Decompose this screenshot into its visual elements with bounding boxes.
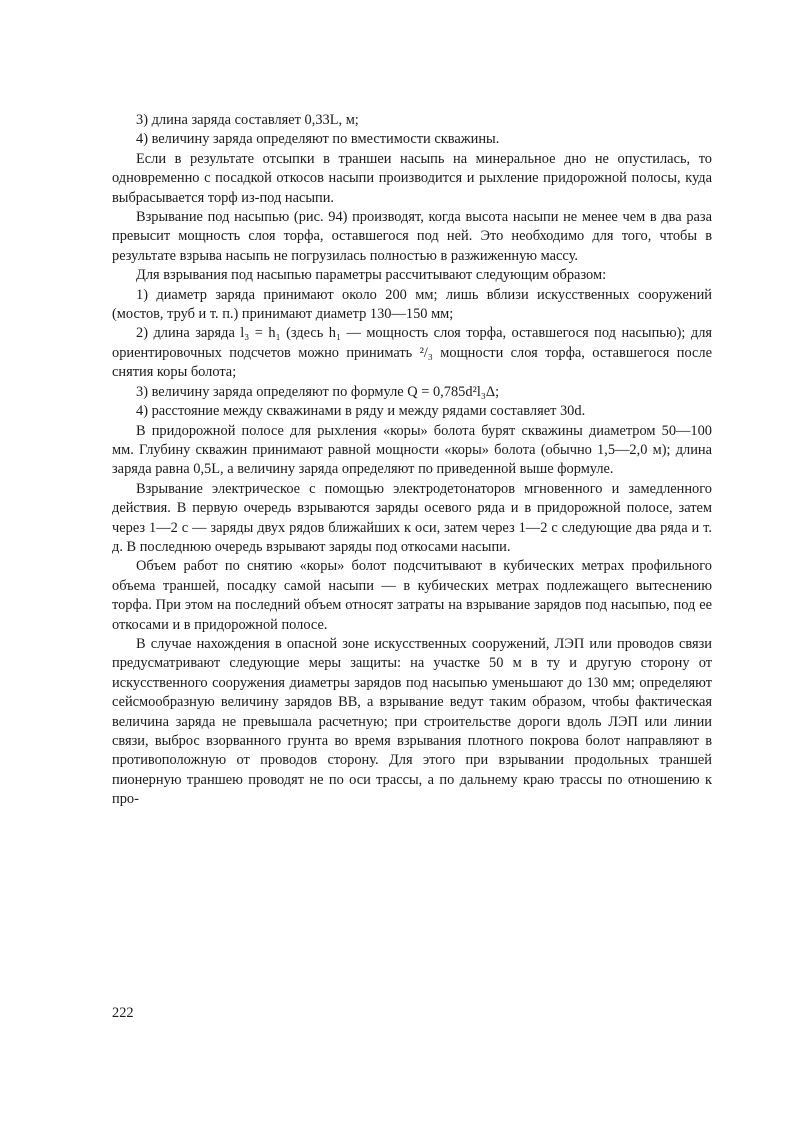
paragraph-protection-measures: В случае нахождения в опасной зоне искусственных сооружений, ЛЭП или проводов связи предусматривают следующие меры защиты: на участке 50 м в ту и другую сторону от искусственного сооружения диаметры зарядов под насыпью уменьшают до 130 мм; определяют сейсмообразную величину зарядов ВВ, а взрывание ведут таким образом, чтобы фактическая величина заряда не превышала расчетную; при строительстве дороги вдоль ЛЭП или линии связи, выброс взорванного грунта во время взрывания плотного покрова болот направляют в противоположную от проводов сторону. Для этого при взрывании продольных траншей пионерную траншею проводят не по оси трассы, а по дальнему краю трассы по отношению к про- [112, 635, 712, 808]
paragraph-list-item-3-charge-length: 3) длина заряда составляет 0,33L, м; [136, 112, 359, 128]
paragraph-trench-backfill: Если в результате отсыпки в траншеи насыпь на минеральное дно не опустилась, то одновременно с посадкой откосов насыпи производится и рыхление придорожной полосы, куда выбрасывается торф из-под насыпи. [112, 150, 712, 206]
paragraph-blasting-under-embankment: Взрывание под насыпью (рис. 94) производят, когда высота насыпи не менее чем в два раза превысит мощность слоя торфа, оставшегося под ней. Это необходимо для того, чтобы в результате взрыва насыпь не погрузилась полностью в разжиженную массу. [112, 209, 712, 264]
paragraph-list-item-2-length: 2) длина заряда l₃ = h₁ (здесь h₁ — мощность слоя торфа, оставшегося под насыпью); для ориентировочных подсчетов можно принимать ²/₃ мощности слоя торфа, оставшегося после снятия коры болота; [112, 325, 712, 381]
paragraph-parameters-intro: Для взрывания под насыпью параметры рассчитывают следующим образом: [136, 267, 607, 284]
paragraph-roadside-strip: В придорожной полосе для рыхления «коры» болота бурят скважины диаметром 50—100 мм. Глубину скважин принимают равной мощности «коры» болота (обычно 1,5—2,0 м); длина заряда равна 0,5L, а величину заряда определяют по приведенной выше формуле. [112, 422, 712, 478]
paragraph-list-item-4-charge-size: 4) величину заряда определяют по вместимости скважины. [136, 131, 500, 148]
paragraph-work-volume: Объем работ по снятию «коры» болот подсчитывают в кубических метрах профильного объема траншей, посадку самой насыпи — в кубических метрах подлежащего вытеснению торфа. При этом на последний объем относят затраты на взрывание зарядов под насыпью, под ее откосами и в придорожной полосе. [112, 558, 712, 633]
page-number: 222 [112, 1005, 134, 1021]
paragraph-list-item-1-diameter: 1) диаметр заряда принимают около 200 мм; лишь вблизи искусственных сооружений (мостов, труб и т. п.) принимают диаметр 130—150 мм; [112, 286, 712, 323]
paragraph-list-item-4-spacing: 4) расстояние между скважинами в ряду и между рядами составляет 30d. [136, 403, 586, 420]
paragraph-list-item-3-formula: 3) величину заряда определяют по формуле Q = 0,785d²l₃Δ; [136, 383, 500, 400]
paragraph-electric-blasting: Взрывание электрическое с помощью электродетонаторов мгновенного и замедленного действия. В первую очередь взрываются заряды осевого ряда и в придорожной полосе, затем через 1—2 с — заряды двух рядов ближайших к оси, затем через 1—2 с следующие два ряда и т. д. В последнюю очередь взрывают заряды под откосами насыпи. [112, 480, 712, 555]
body-text [112, 111, 712, 810]
